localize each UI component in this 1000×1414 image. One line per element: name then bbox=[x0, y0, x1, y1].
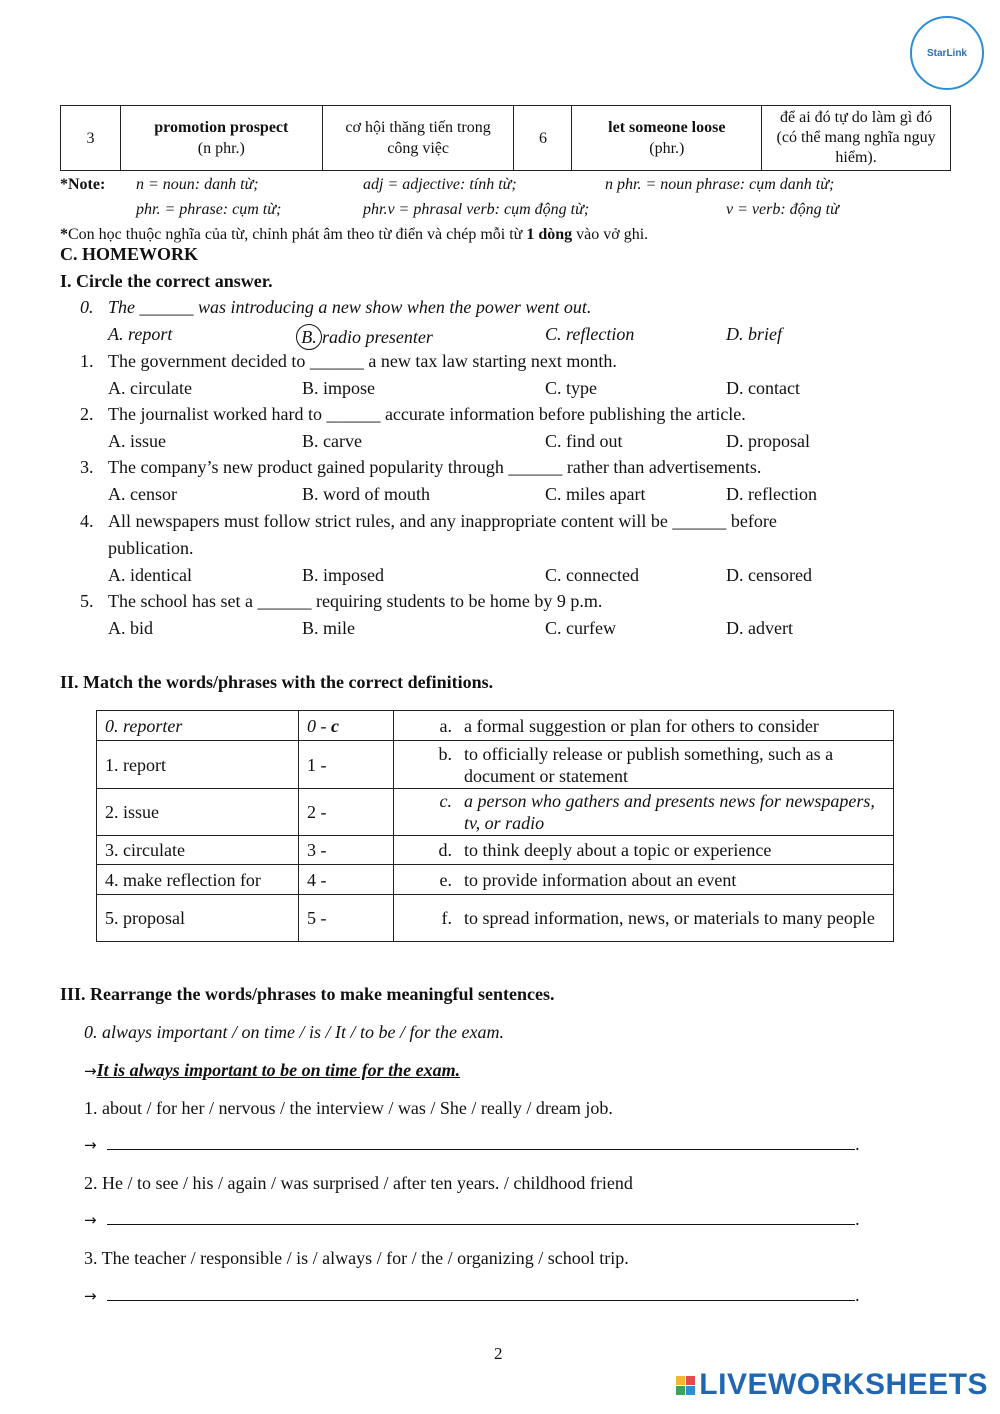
option-a[interactable]: A. report bbox=[108, 324, 173, 344]
option-b[interactable]: B. imposed bbox=[302, 565, 385, 585]
option-d[interactable]: D. reflection bbox=[726, 484, 817, 504]
answer-blank[interactable] bbox=[107, 1224, 855, 1225]
option-c[interactable]: C. type bbox=[545, 378, 597, 398]
match-definition: f. to spread information, news, or materials to many people bbox=[394, 895, 894, 942]
match-answer[interactable]: 2 - bbox=[299, 789, 394, 836]
match-answer[interactable]: 1 - bbox=[299, 741, 394, 789]
liveworksheets-icon bbox=[676, 1376, 695, 1395]
option-d[interactable]: D. proposal bbox=[726, 431, 810, 451]
table-row bbox=[97, 741, 894, 789]
note-item: v = verb: động từ bbox=[726, 201, 839, 218]
note-item: adj = adjective: tính từ; bbox=[363, 176, 517, 193]
note-label: *Note: bbox=[60, 176, 106, 193]
question-number: 3. bbox=[80, 457, 94, 477]
option-b-circled[interactable]: B. radio presenter bbox=[302, 324, 433, 350]
study-instruction: *Con học thuộc nghĩa của từ, chỉnh phát âm theo từ điển và chép mỗi từ 1 dòng vào vở ghi. bbox=[60, 226, 649, 243]
match-answer[interactable]: 5 - bbox=[299, 895, 394, 942]
question-text: The school has set a ______ requiring students to be home by 9 p.m. bbox=[108, 591, 603, 611]
example-prompt: 0. always important / on time / is / It / to be / for the exam. bbox=[84, 1022, 504, 1042]
starlink-logo: StarLink bbox=[910, 16, 984, 90]
multiple-choice-section bbox=[0, 297, 1000, 647]
vocab-word: let someone loose (phr.) bbox=[572, 106, 762, 171]
match-answer[interactable]: 0 - c bbox=[299, 711, 394, 741]
rearrange-prompt: 3. The teacher / responsible / is / always / for / the / organizing / school trip. bbox=[84, 1248, 629, 1268]
question-number: 0. bbox=[80, 297, 94, 317]
table-row bbox=[97, 836, 894, 865]
vocab-meaning: cơ hội thăng tiến trong công việc bbox=[322, 106, 514, 171]
match-definition: b. to officially release or publish something, such as a document or statement bbox=[394, 741, 894, 789]
option-a[interactable]: A. issue bbox=[108, 431, 166, 451]
table-row bbox=[97, 895, 894, 942]
part2-title: II. Match the words/phrases with the correct definitions. bbox=[60, 672, 494, 692]
arrow-icon: → bbox=[84, 1211, 97, 1229]
match-definition: c. a person who gathers and presents news for newspapers, tv, or radio bbox=[394, 789, 894, 836]
part3-title: III. Rearrange the words/phrases to make meaningful sentences. bbox=[60, 984, 555, 1004]
question-number: 4. bbox=[80, 511, 94, 531]
vocab-number: 6 bbox=[514, 106, 572, 171]
match-answer[interactable]: 3 - bbox=[299, 836, 394, 865]
liveworksheets-logo: LIVEWORKSHEETS bbox=[676, 1368, 988, 1402]
table-row bbox=[61, 106, 951, 171]
option-c[interactable]: C. curfew bbox=[545, 618, 616, 638]
option-a[interactable]: A. circulate bbox=[108, 378, 192, 398]
option-b[interactable]: B. carve bbox=[302, 431, 362, 451]
table-row bbox=[97, 865, 894, 895]
question-text: All newspapers must follow strict rules, and any inappropriate content will be ______ before bbox=[108, 511, 777, 531]
match-word: 2. issue bbox=[97, 789, 299, 836]
note-item: n = noun: danh từ; bbox=[136, 176, 259, 193]
question-number: 1. bbox=[80, 351, 94, 371]
answer-line[interactable]: → . bbox=[84, 1285, 860, 1305]
option-b[interactable]: B. word of mouth bbox=[302, 484, 430, 504]
table-row bbox=[97, 789, 894, 836]
section-title: C. HOMEWORK bbox=[60, 244, 198, 264]
answer-line[interactable]: → . bbox=[84, 1134, 860, 1154]
option-d[interactable]: D. brief bbox=[726, 324, 782, 344]
option-a[interactable]: A. censor bbox=[108, 484, 177, 504]
answer-blank[interactable] bbox=[107, 1300, 855, 1301]
question-number: 2. bbox=[80, 404, 94, 424]
question-number: 5. bbox=[80, 591, 94, 611]
option-c[interactable]: C. connected bbox=[545, 565, 639, 585]
question-text: The ______ was introducing a new show when the power went out. bbox=[108, 297, 592, 317]
match-word: 1. report bbox=[97, 741, 299, 789]
note-item: n phr. = noun phrase: cụm danh từ; bbox=[605, 176, 835, 193]
question-text: The government decided to ______ a new tax law starting next month. bbox=[108, 351, 617, 371]
matching-table bbox=[96, 710, 894, 942]
arrow-icon: → bbox=[84, 1062, 97, 1080]
arrow-icon: → bbox=[84, 1136, 97, 1154]
option-c[interactable]: C. miles apart bbox=[545, 484, 646, 504]
page-number: 2 bbox=[494, 1344, 503, 1363]
answer-line[interactable]: → . bbox=[84, 1209, 860, 1229]
table-row bbox=[97, 711, 894, 741]
match-word: 5. proposal bbox=[97, 895, 299, 942]
question-text: The journalist worked hard to ______ accurate information before publishing the article. bbox=[108, 404, 746, 424]
rearrange-prompt: 2. He / to see / his / again / was surprised / after ten years. / childhood friend bbox=[84, 1173, 633, 1193]
match-word: 3. circulate bbox=[97, 836, 299, 865]
option-c[interactable]: C. reflection bbox=[545, 324, 635, 344]
match-word: 4. make reflection for bbox=[97, 865, 299, 895]
option-d[interactable]: D. advert bbox=[726, 618, 793, 638]
match-answer[interactable]: 4 - bbox=[299, 865, 394, 895]
match-definition: e. to provide information about an event bbox=[394, 865, 894, 895]
match-definition: d. to think deeply about a topic or experience bbox=[394, 836, 894, 865]
question-text: The company’s new product gained popularity through ______ rather than advertisements. bbox=[108, 457, 762, 477]
option-a[interactable]: A. identical bbox=[108, 565, 192, 585]
option-c[interactable]: C. find out bbox=[545, 431, 623, 451]
arrow-icon: → bbox=[84, 1287, 97, 1305]
match-definition: a. a formal suggestion or plan for others to consider bbox=[394, 711, 894, 741]
option-a[interactable]: A. bid bbox=[108, 618, 153, 638]
abbreviation-note bbox=[60, 172, 940, 247]
example-answer: →It is always important to be on time for the exam. bbox=[84, 1060, 461, 1080]
rearrange-prompt: 1. about / for her / nervous / the interview / was / She / really / dream job. bbox=[84, 1098, 613, 1118]
vocab-word: promotion prospect (n phr.) bbox=[120, 106, 322, 171]
match-word: 0. reporter bbox=[97, 711, 299, 741]
vocab-meaning: để ai đó tự do làm gì đó (có thể mang nghĩa nguy hiểm). bbox=[762, 106, 951, 171]
vocabulary-table bbox=[60, 105, 951, 171]
note-item: phr. = phrase: cụm từ; bbox=[136, 201, 282, 218]
option-d[interactable]: D. censored bbox=[726, 565, 812, 585]
part1-title: I. Circle the correct answer. bbox=[60, 271, 273, 291]
note-item: phr.v = phrasal verb: cụm động từ; bbox=[363, 201, 590, 218]
question-text-continued: publication. bbox=[108, 538, 194, 558]
vocab-number: 3 bbox=[61, 106, 121, 171]
option-b[interactable]: B. impose bbox=[302, 378, 376, 398]
answer-circle: B. bbox=[296, 324, 322, 350]
answer-blank[interactable] bbox=[107, 1149, 855, 1150]
option-d[interactable]: D. contact bbox=[726, 378, 800, 398]
option-b[interactable]: B. mile bbox=[302, 618, 355, 638]
